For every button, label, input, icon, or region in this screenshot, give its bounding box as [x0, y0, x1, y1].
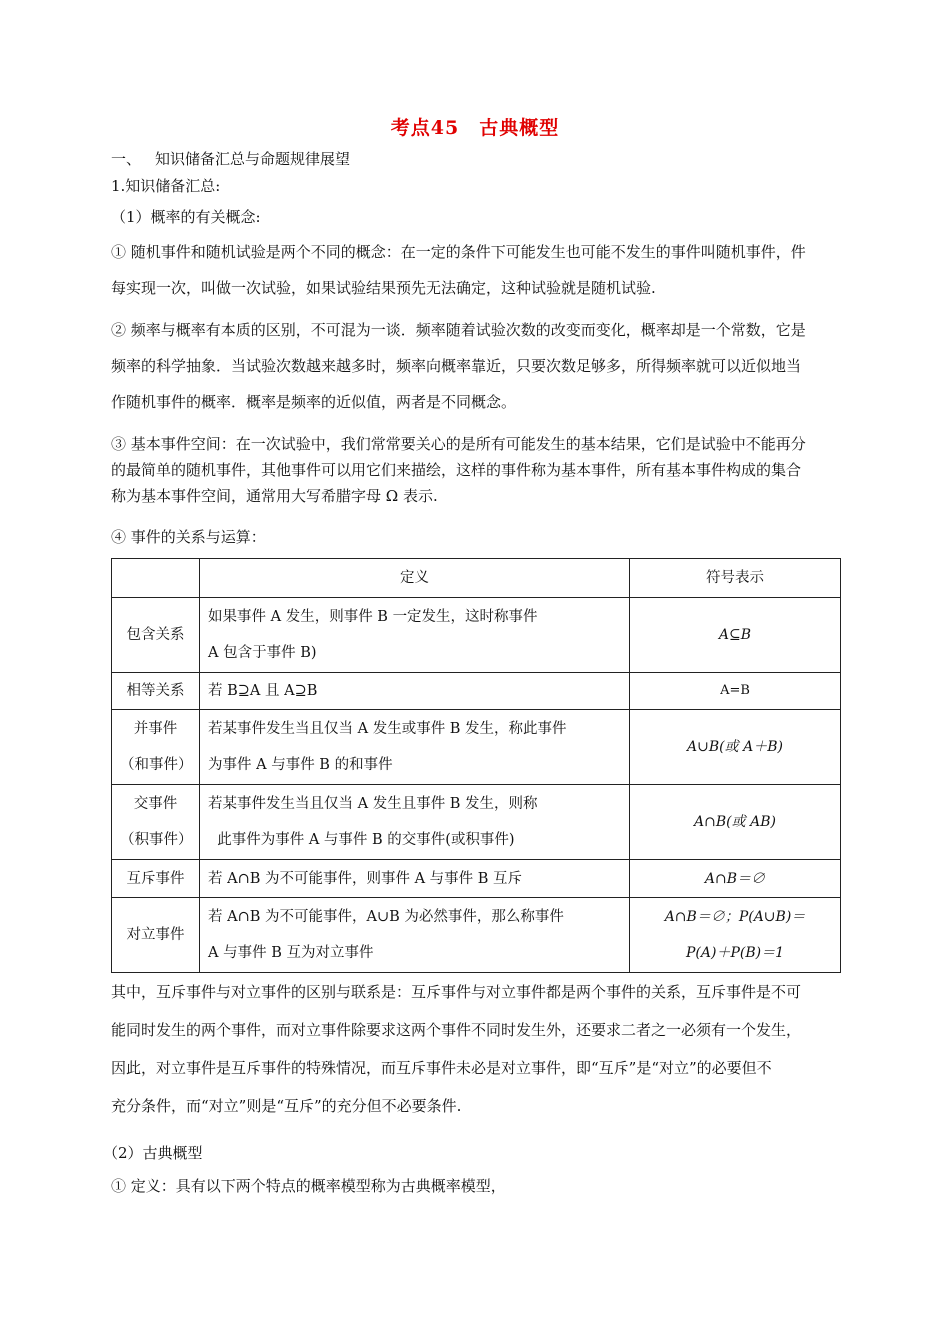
paragraph-line: 能同时发生的两个事件，而对立事件除要求这两个事件不同时发生外，还要求二者之一必须有一个发生，: [111, 1021, 802, 1039]
cell-text: 并事件: [133, 721, 178, 737]
cell-text: 若某事件发生当且仅当 A 发生或事件 B 发生，称此事件: [208, 721, 567, 737]
cell-text: A 包含于事件 B): [208, 645, 317, 661]
page-title: 考点45 古典概型: [390, 117, 560, 139]
cell-text: 包含关系: [126, 627, 185, 643]
paragraph-line: 因此，对立事件是互斥事件的特殊情况，而互斥事件未必是对立事件，即“互斥”是“对立”的必要但不: [111, 1059, 772, 1077]
cell-text: A⊆B: [718, 627, 752, 643]
cell-text: A∪B(或 A＋B): [687, 739, 783, 755]
section-title: 知识储备汇总与命题规律展望: [155, 150, 351, 168]
cell-text: 若某事件发生当且仅当 A 发生且事件 B 发生，则称: [208, 796, 538, 812]
event-relations-table: [111, 558, 841, 973]
section-heading: [111, 149, 350, 169]
cell-text: 此事件为事件 A 与事件 B 的交事件(或积事件): [208, 832, 515, 848]
cell-text: 互斥事件: [126, 870, 185, 887]
table-cell-definition: [200, 598, 630, 673]
paragraph-line: ② 频率与概率有本质的区别，不可混为一谈．频率随着试验次数的改变而变化，概率却是一个常数，它是: [111, 321, 806, 339]
cell-text: 若 A∩B 为不可能事件，A∪B 为必然事件，那么称事件: [208, 909, 564, 925]
paragraph-mutual-exclusive-vs-complement: [111, 982, 871, 1134]
table-header-row: [112, 559, 841, 598]
table-cell-name: [112, 860, 200, 898]
cell-text: 相等关系: [126, 683, 185, 699]
table-cell-name: [112, 710, 200, 785]
cell-text: A 与事件 B 互为对立事件: [208, 945, 374, 961]
paragraph-line: ③ 基本事件空间：在一次试验中，我们常常要关心的是所有可能发生的基本结果，它们是试验中不能再分: [111, 435, 806, 453]
table-cell-name: [112, 898, 200, 973]
subsection-probability-concepts: （1）概率的有关概念:: [111, 208, 261, 226]
table-cell-definition: [200, 898, 630, 973]
table-cell-definition: [200, 673, 630, 710]
paragraph-sample-space: [111, 434, 871, 512]
table-cell-symbol: [630, 673, 841, 710]
paragraph-random-events: [111, 242, 871, 314]
paragraph-line: 作随机事件的概率．概率是频率的近似值，两者是不同概念。: [111, 393, 517, 411]
paragraph-frequency: [111, 320, 871, 428]
table-row: [112, 710, 841, 785]
table-cell-definition: [200, 785, 630, 860]
table-header-cell: 定义: [200, 559, 630, 598]
table-row: [112, 898, 841, 973]
table-cell-symbol: [630, 598, 841, 673]
subsection-classical-model: （2）古典概型: [103, 1144, 203, 1162]
cell-text: A∩B＝∅；P(A∪B)＝: [664, 909, 806, 925]
paragraph-line: 称为基本事件空间，通常用大写希腊字母 Ω 表示.: [111, 487, 438, 505]
table-cell-symbol: [630, 785, 841, 860]
cell-text: A∩B＝∅: [704, 870, 766, 887]
cell-text: P(A)＋P(B)＝1: [686, 945, 784, 961]
table-cell-symbol: [630, 710, 841, 785]
cell-text: 如果事件 A 发生，则事件 B 一定发生，这时称事件: [208, 609, 538, 625]
table-row: [112, 673, 841, 710]
section-number: 一、: [111, 150, 142, 168]
table-cell-name: [112, 673, 200, 710]
paragraph-line: 的最简单的随机事件，其他事件可以用它们来描绘，这样的事件称为基本事件，所有基本事件构成的集合: [111, 461, 802, 479]
table-row: [112, 598, 841, 673]
paragraph-line: ① 随机事件和随机试验是两个不同的概念：在一定的条件下可能发生也可能不发生的事件叫随机事件，件: [111, 243, 806, 261]
cell-text: A=B: [720, 683, 750, 698]
cell-text: 交事件: [133, 796, 178, 812]
paragraph-line: 每实现一次，叫做一次试验，如果试验结果预先无法确定，这种试验就是随机试验.: [111, 279, 656, 297]
paragraph-relations-heading: ④ 事件的关系与运算：: [111, 528, 266, 546]
table-cell-symbol: [630, 898, 841, 973]
table-cell-symbol: [630, 860, 841, 898]
cell-text: （积事件）: [120, 832, 193, 848]
subsection-heading: 1.知识储备汇总:: [111, 177, 221, 195]
table-header-cell: 符号表示: [630, 559, 841, 598]
cell-text: 对立事件: [126, 927, 185, 943]
cell-text: 为事件 A 与事件 B 的和事件: [208, 757, 393, 773]
paragraph-line: 频率的科学抽象．当试验次数越来越多时，频率向概率靠近，只要次数足够多，所得频率就可以近似地当: [111, 357, 802, 375]
table-cell-name: [112, 785, 200, 860]
table-header-cell: [112, 559, 200, 598]
table-cell-name: [112, 598, 200, 673]
table-cell-definition: [200, 710, 630, 785]
table-row: [112, 785, 841, 860]
table-cell-definition: [200, 860, 630, 898]
cell-text: A∩B(或 AB): [694, 814, 776, 830]
cell-text: （和事件）: [120, 757, 193, 773]
cell-text: 若 B⊇A 且 A⊇B: [208, 683, 318, 699]
paragraph-classical-definition: ① 定义：具有以下两个特点的概率模型称为古典概率模型，: [111, 1177, 506, 1195]
paragraph-line: 充分条件，而“对立”则是“互斥”的充分但不必要条件.: [111, 1097, 462, 1115]
cell-text: 若 A∩B 为不可能事件，则事件 A 与事件 B 互斥: [208, 870, 523, 887]
table-row: [112, 860, 841, 898]
paragraph-line: 其中，互斥事件与对立事件的区别与联系是：互斥事件与对立事件都是两个事件的关系，互斥事件是不可: [111, 983, 802, 1001]
